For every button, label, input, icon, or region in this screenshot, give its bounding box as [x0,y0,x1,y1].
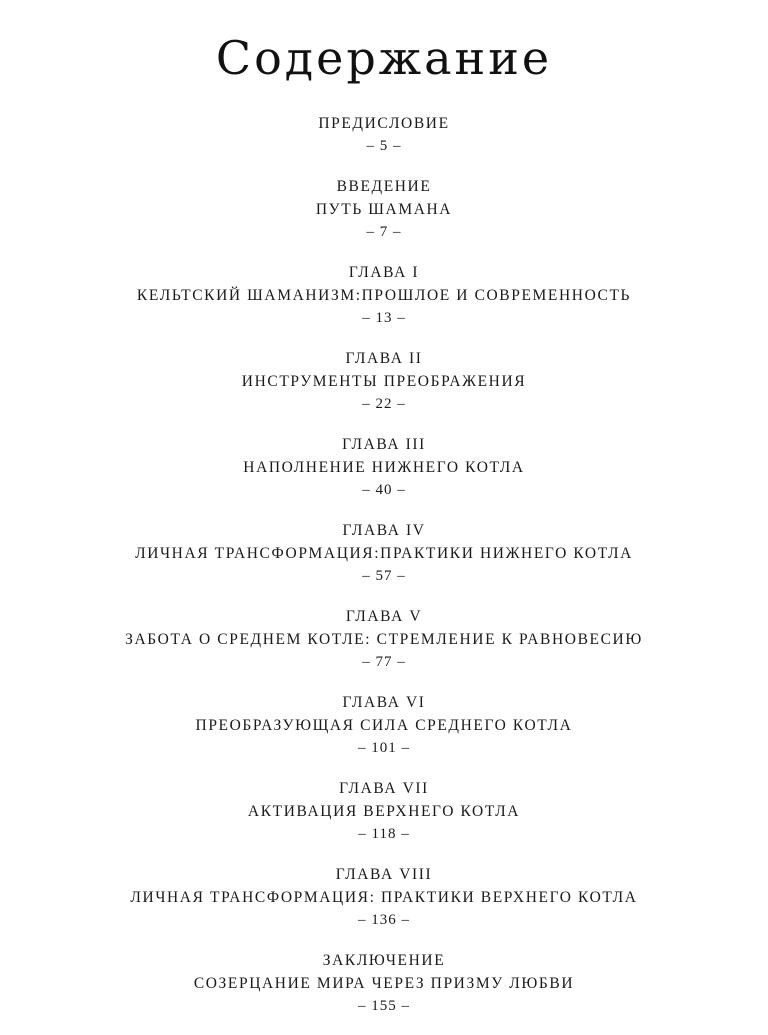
toc-entry-chapter-8[interactable] [0,863,768,932]
toc-entry-heading: ПРЕДИСЛОВИЕ [318,115,450,132]
toc-entry-heading: ГЛАВА VI [342,694,426,711]
toc-entry-page: – 118 – [358,826,410,842]
toc-entry-heading: ГЛАВА I [348,264,420,281]
toc-entry-page: – 13 – [362,310,406,326]
toc-entry-heading: ГЛАВА III [342,436,426,453]
toc-entry-chapter-5[interactable] [0,605,768,674]
toc-entry-introduction[interactable] [0,175,768,244]
toc-entry-page: – 77 – [362,654,406,670]
toc-entry-heading: ГЛАВА V [345,608,423,625]
toc-entry-chapter-6[interactable] [0,691,768,760]
toc-entry-heading: ГЛАВА IV [342,522,426,539]
toc-entry-page: – 155 – [358,998,410,1014]
toc-entry-subtitle: НАПОЛНЕНИЕ НИЖНЕГО КОТЛА [243,459,525,476]
toc-entry-subtitle: ПРЕОБРАЗУЮЩАЯ СИЛА СРЕДНЕГО КОТЛА [195,717,573,734]
toc-entry-page: – 22 – [362,396,406,412]
toc-entry-chapter-2[interactable] [0,347,768,416]
toc-entry-subtitle: ПУТЬ ШАМАНА [315,201,453,218]
page-title: Содержание [215,31,553,85]
toc-entry-heading: ВВЕДЕНИЕ [336,178,432,195]
toc-entry-chapter-3[interactable] [0,433,768,502]
toc-entry-conclusion[interactable] [0,949,768,1018]
toc-entry-subtitle: АКТИВАЦИЯ ВЕРХНЕГО КОТЛА [247,803,521,820]
toc-list [0,112,768,1035]
toc-entry-heading: ГЛАВА VII [339,780,429,797]
toc-entry-heading: ГЛАВА II [345,350,423,367]
toc-entry-subtitle: ЗАБОТА О СРЕДНЕМ КОТЛЕ: СТРЕМЛЕНИЕ К РАВНОВЕСИЮ [125,631,643,648]
toc-entry-subtitle: ЛИЧНАЯ ТРАНСФОРМАЦИЯ:ПРАКТИКИ НИЖНЕГО КОТЛА [135,545,633,562]
toc-entry-page: – 7 – [366,224,402,240]
toc-entry-page: – 57 – [362,568,406,584]
toc-entry-subtitle: СОЗЕРЦАНИЕ МИРА ЧЕРЕЗ ПРИЗМУ ЛЮБВИ [193,975,575,992]
toc-entry-subtitle: ИНСТРУМЕНТЫ ПРЕОБРАЖЕНИЯ [241,373,527,390]
toc-entry-heading: ГЛАВА VIII [335,866,433,883]
toc-entry-chapter-4[interactable] [0,519,768,588]
toc-entry-page: – 5 – [366,138,402,154]
toc-entry-subtitle: ЛИЧНАЯ ТРАНСФОРМАЦИЯ: ПРАКТИКИ ВЕРХНЕГО КОТЛА [130,889,638,906]
toc-entry-page: – 136 – [358,912,410,928]
toc-entry-heading: ЗАКЛЮЧЕНИЕ [322,952,446,969]
toc-entry-subtitle: КЕЛЬТСКИЙ ШАМАНИЗМ:ПРОШЛОЕ И СОВРЕМЕННОСТЬ [136,287,632,304]
toc-entry-chapter-1[interactable] [0,261,768,330]
toc-entry-page: – 101 – [358,740,410,756]
toc-entry-preface[interactable] [0,112,768,158]
toc-entry-page: – 40 – [362,482,406,498]
toc-entry-chapter-7[interactable] [0,777,768,846]
